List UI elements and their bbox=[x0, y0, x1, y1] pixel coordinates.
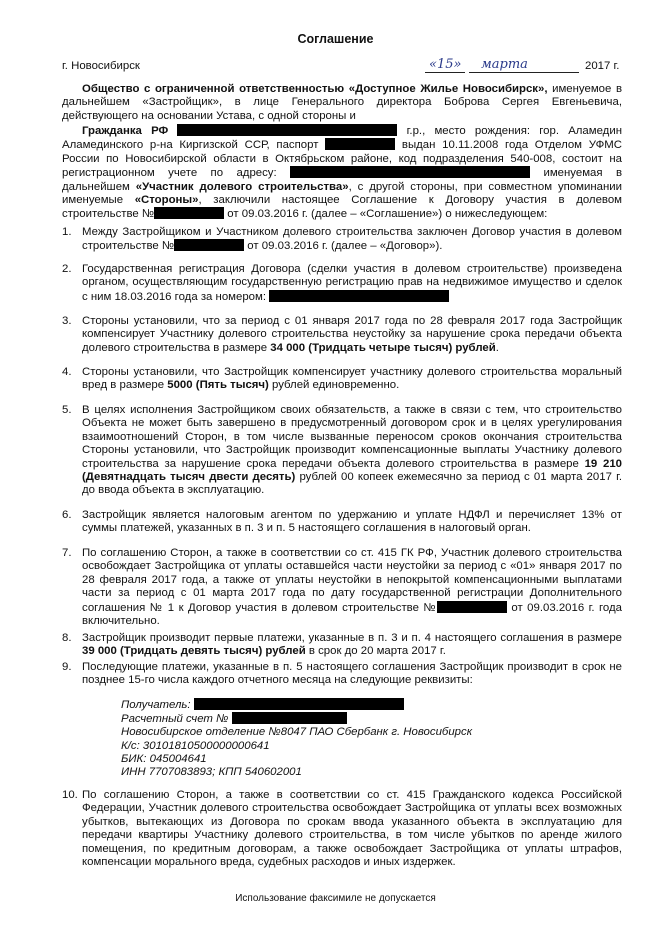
city: г. Новосибирск bbox=[62, 60, 140, 72]
handwritten-day: «15» bbox=[429, 57, 462, 72]
redaction bbox=[437, 601, 507, 613]
redaction bbox=[154, 207, 224, 219]
parties-term: «Стороны» bbox=[134, 194, 199, 207]
date-line bbox=[425, 57, 625, 74]
list-item: 4. Стороны установили, что Застройщик компенсирует участнику долевого строительства моральный вред в размере 5000 (Пять тысяч) рублей единовременно. bbox=[62, 366, 622, 392]
list-item: 10. По соглашению Сторон, а также в соответствии со ст. 415 Гражданского кодекса Российской Федерации, Участник долевого строительства освобождает Застройщика от уплаты всех возможных убытков, вытекающих из Договора по срокам ввода указанного объекта в эксплуатацию для передачи квартиры Участнику долевого строительства, в том числе убытков по аренде жилого помещения, по кредитным договорам, а также освобождает Застройщика от уплаты штрафов, компенсации морального вреда, судебных расходов и иных издержек. bbox=[62, 789, 622, 869]
list-item: 6. Застройщик является налоговым агентом по удержанию и уплате НДФЛ и перечисляет 13% от суммы платежей, указанных в п. 3 и п. 5 настоящего соглашения в налоговый орган. bbox=[62, 509, 622, 535]
citizen-label: Гражданка РФ bbox=[82, 125, 169, 137]
footer-note: Использование факсимиле не допускается bbox=[235, 893, 436, 904]
intro-company-paragraph: Общество с ограниченной ответственностью «Доступное Жилье Новосибирск», именуемое в дальнейшем «Застройщик», в лице Генерального директора Боброва Сергея Евгеньевича, действующего на основании Устава, с одной стороны и bbox=[62, 83, 622, 122]
intro-citizen-paragraph: Гражданка РФ г.р., место рождения: гор. Аламедин Аламединского р-на Киргизской ССР, паспорт выдан 10.11.2008 года Отделом УФМС России по Новосибирской области в Октябрьском районе, код подразделения 540-008, состоит на регистрационном учете по адресу: именуемая в дальнейшем «Участник долевого строительства», с другой стороны, при совместном упоминании именуемые «Стороны», заключили настоящее Соглашение к Договору участия в долевом строительстве № от 09.03.2016 г. (далее – «Соглашение») о нижеследующем: bbox=[62, 125, 622, 221]
list-item: 5. В целях исполнения Застройщиком своих обязательств, а также в связи с тем, что строительство Объекта не может быть завершено в предусмотренный договором срок и в целях урегулирования взаимоотношений Сторон, в том числе вызванные переносом сроков окончания строительства Стороны установили, что Застройщик производит компенсационные выплаты Участнику долевого строительства за нарушение срока передачи объекта долевого строительства в размере 19 210 (Девятнадцать тысяч двести десять) рублей 00 копеек ежемесячно за период с 01 марта 2017 г. до ввода объекта в эксплуатацию. bbox=[62, 404, 622, 497]
document-title: Соглашение bbox=[297, 32, 374, 46]
list-item: 1. Между Застройщиком и Участником долевого строительства заключен Договор участия в долевом строительстве № от 09.03.2016 г. (далее – «Договор»). bbox=[62, 226, 622, 253]
redaction bbox=[325, 138, 395, 150]
list-item: 8. Застройщик производит первые платежи, указанные в п. 3 и п. 4 настоящего соглашения в размере 39 000 (Тридцать девять тысяч) рублей в срок до 20 марта 2017 г. bbox=[62, 632, 622, 658]
participant-term: «Участник долевого строительства» bbox=[135, 180, 349, 193]
bank-details: Получатель: Расчетный счет № Новосибирское отделение №8047 ПАО Сбербанк г. Новосибирск К/с: 30101810500000000641 БИК: 045004641 ИНН 7707083893; КПП 540602001 bbox=[121, 699, 473, 779]
redaction bbox=[269, 290, 449, 302]
date-year: 2017 г. bbox=[585, 60, 620, 72]
redaction bbox=[194, 698, 404, 710]
list-item: 3. Стороны установили, что за период с 01 января 2017 года по 28 февраля 2017 года Застройщик компенсирует Участнику долевого строительства неустойку за нарушение срока передачи объекта долевого строительства в размере 34 000 (Тридцать четыре тысяч) рублей. bbox=[62, 315, 622, 354]
company-name: Общество с ограниченной ответственностью «Доступное Жилье Новосибирск», bbox=[82, 83, 548, 95]
redaction bbox=[290, 166, 530, 178]
list-item: 7. По соглашению Сторон, а также в соответствии со ст. 415 ГК РФ, Участник долевого строительства освобождает Застройщика от уплаты оставшейся части неустойки за период с «01» января 2017 по 28 февраля 2017 года, а также от уплаты неустойки в непокрытой компенсационными выплатами части за период с 01 марта 2017 года по дату государственной регистрации Дополнительного соглашения № 1 к Договор участия в долевом строительстве № от 09.03.2016 г. года включительно. bbox=[62, 547, 622, 628]
handwritten-month: марта bbox=[481, 57, 528, 72]
redaction bbox=[177, 124, 397, 136]
list-item: 9. Последующие платежи, указанные в п. 5 настоящего соглашения Застройщик производит в срок не позднее 15-го числа каждого отчетного месяца на следующие реквизиты: bbox=[62, 661, 622, 687]
redaction bbox=[232, 712, 347, 724]
redaction bbox=[174, 239, 244, 251]
list-item: 2. Государственная регистрация Договора (сделки участия в долевом строительстве) произведена органом, осуществляющим государственную регистрацию прав на недвижимое имущество и сделок с ним 18.03.2016 года за номером: bbox=[62, 263, 622, 303]
